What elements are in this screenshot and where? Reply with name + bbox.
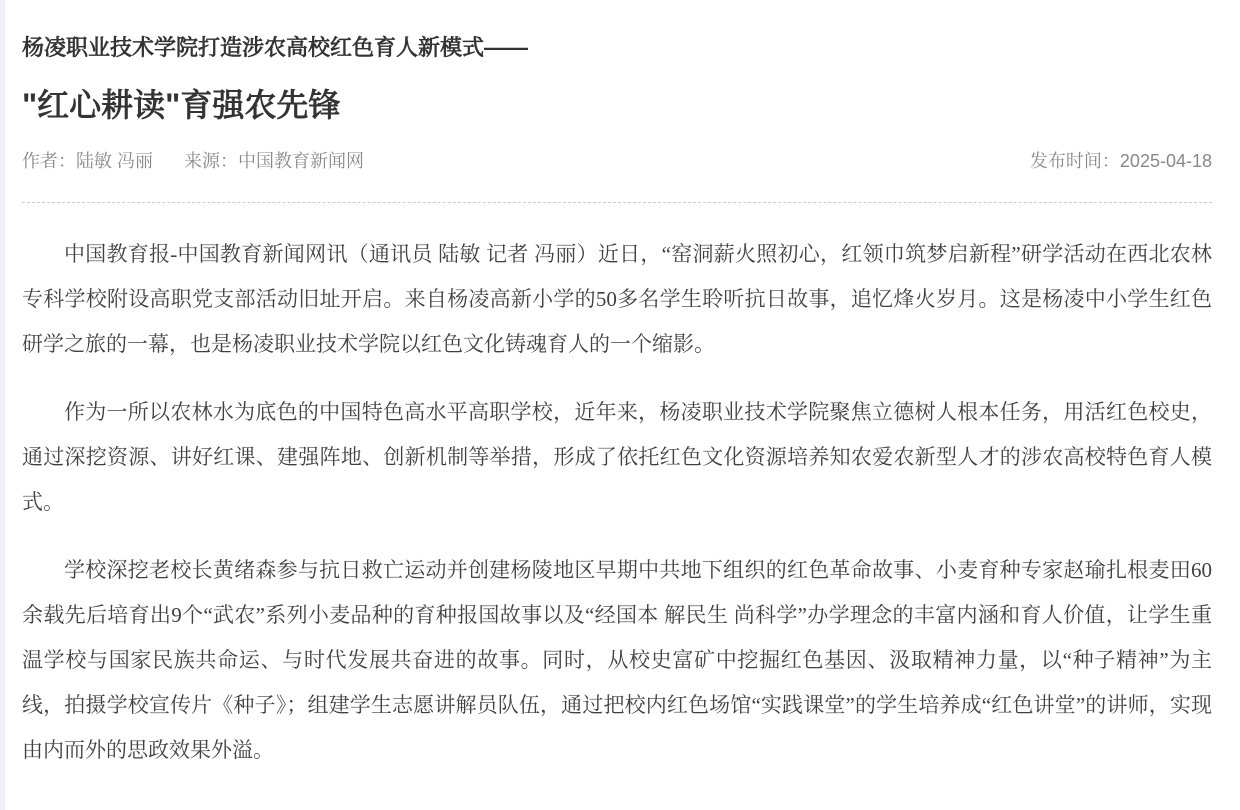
page-edge-strip	[0, 0, 5, 810]
source-group	[184, 151, 364, 171]
publish-time-value: 2025-04-18	[1119, 151, 1212, 171]
author-names: 陆敏 冯丽	[76, 151, 154, 171]
author-label: 作者：	[22, 151, 76, 171]
source-label: 来源：	[184, 151, 239, 171]
paragraph-3: 学校深挖老校长黄绪森参与抗日救亡运动并创建杨陵地区早期中共地下组织的红色革命故事、小麦育种专家赵瑜扎根麦田60余载先后培育出9个“武农”系列小麦品种的育种报国故事以及“经国本 解民生 尚科学”办学理念的丰富内涵和育人价值，让学生重温学校与国家民族共命运、与时代发展共奋进的故事。同时，从校史富矿中挖掘红色基因、汲取精神力量，以“种子精神”为主线，拍摄学校宣传片《种子》；组建学生志愿讲解员队伍，通过把校内红色场馆“实践课堂”的学生培养成“红色讲堂”的讲师，实现由内而外的思政效果外溢。	[22, 558, 1212, 762]
article-body	[22, 232, 1212, 773]
paragraph-2: 作为一所以农林水为底色的中国特色高水平高职学校，近年来，杨凌职业技术学院聚焦立德树人根本任务，用活红色校史，通过深挖资源、讲好红课、建强阵地、创新机制等举措，形成了依托红色文化资源培养知农爱农新型人才的涉农高校特色育人模式。	[22, 400, 1212, 514]
source-name: 中国教育新闻网	[238, 151, 365, 171]
article-meta-right	[1030, 149, 1212, 173]
paragraph-1: 中国教育报-中国教育新闻网讯（通讯员 陆敏 记者 冯丽）近日，“窑洞薪火照初心，红领巾筑梦启新程”研学活动在西北农林专科学校附设高职党支部活动旧址开启。来自杨凌高新小学的50多名学生聆听抗日故事，追忆烽火岁月。这是杨凌中小学生红色研学之旅的一幕，也是杨凌职业技术学院以红色文化铸魂育人的一个缩影。	[22, 242, 1212, 356]
publish-time-label: 发布时间：	[1029, 151, 1120, 171]
article-title: "红心耕读"育强农先锋	[22, 87, 341, 123]
article-meta	[22, 149, 1212, 173]
article-meta-left	[22, 149, 390, 173]
meta-divider	[22, 202, 1212, 203]
article-kicker: 杨凌职业技术学院打造涉农高校红色育人新模式——	[22, 35, 529, 60]
author-group	[22, 151, 153, 171]
